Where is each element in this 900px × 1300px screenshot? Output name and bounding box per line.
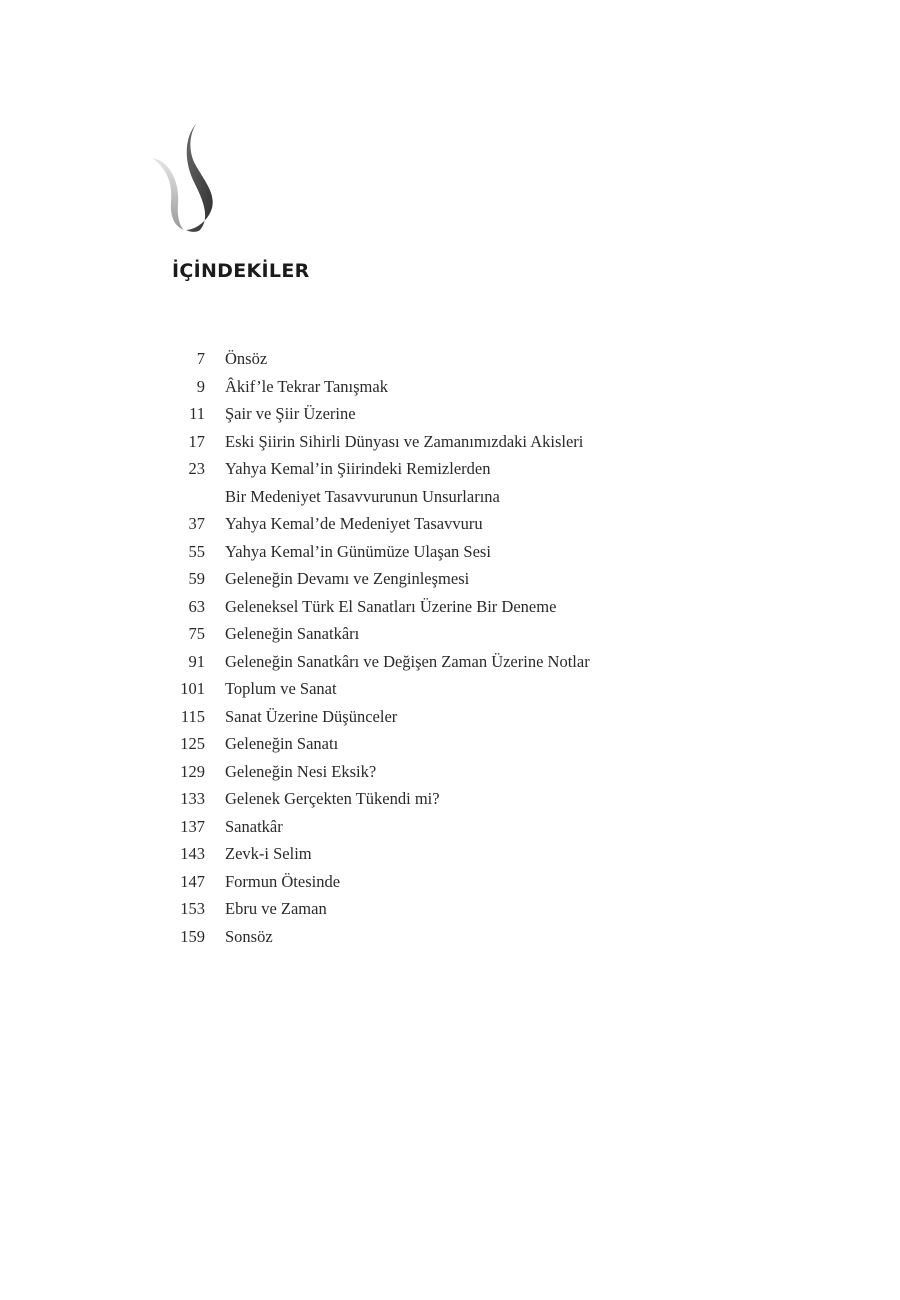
toc-entry[interactable]	[172, 538, 590, 566]
toc-title: Âkif’le Tekrar Tanışmak	[225, 376, 388, 396]
toc-entry[interactable]	[172, 813, 590, 841]
toc-entry[interactable]	[172, 593, 590, 621]
toc-page-number: 11	[189, 404, 205, 423]
toc-entry[interactable]	[172, 785, 590, 813]
swirl-logo-icon	[150, 122, 230, 234]
toc-title: Şair ve Şiir Üzerine	[225, 404, 356, 423]
toc-title: Sanatkâr	[225, 816, 283, 836]
toc-page-number: 55	[188, 541, 205, 561]
toc-page-number: 159	[180, 926, 205, 946]
toc-page-number: 23	[188, 459, 205, 478]
toc-title: Sanat Üzerine Düşünceler	[225, 706, 398, 726]
toc-entry[interactable]	[172, 510, 590, 538]
toc-page-number: 129	[180, 761, 205, 781]
toc-entry[interactable]	[172, 895, 590, 923]
toc-title: Geleneksel Türk El Sanatları Üzerine Bir Deneme	[225, 596, 557, 616]
toc-entry[interactable]	[172, 620, 590, 648]
toc-title: Toplum ve Sanat	[225, 679, 337, 698]
toc-entry[interactable]	[172, 428, 590, 456]
toc-entry[interactable]	[172, 758, 590, 786]
toc-page-number: 17	[188, 431, 205, 451]
toc-entry[interactable]	[172, 455, 590, 510]
toc-page-number: 9	[196, 376, 205, 396]
toc-page-number: 143	[180, 844, 205, 863]
toc-page-number: 115	[180, 706, 205, 726]
toc-page-number: 137	[180, 816, 205, 836]
toc-page-number: 153	[180, 899, 205, 918]
toc-title: Zevk-i Selim	[225, 844, 312, 863]
table-of-contents	[172, 345, 590, 950]
toc-entry[interactable]	[172, 703, 590, 731]
toc-page-number: 63	[188, 596, 205, 616]
toc-page-number: 59	[188, 569, 205, 588]
toc-page-number: 7	[196, 349, 205, 368]
toc-entry[interactable]	[172, 868, 590, 896]
toc-title: Formun Ötesinde	[225, 871, 341, 891]
toc-page-number: 147	[180, 871, 205, 891]
toc-title: Gelenek Gerçekten Tükendi mi?	[225, 789, 440, 808]
toc-page-number: 133	[180, 789, 205, 808]
toc-heading: İÇİNDEKİLER	[172, 260, 310, 282]
toc-entry[interactable]	[172, 730, 590, 758]
toc-title: Yahya Kemal’de Medeniyet Tasavvuru	[225, 514, 483, 533]
toc-page-number: 125	[180, 734, 205, 753]
toc-entry[interactable]	[172, 565, 590, 593]
toc-title: Eski Şiirin Sihirli Dünyası ve Zamanımızdaki Akisleri	[225, 431, 584, 451]
toc-entry[interactable]	[172, 923, 590, 951]
toc-title: Geleneğin Devamı ve Zenginleşmesi	[225, 569, 470, 588]
toc-title: Yahya Kemal’in Şiirindeki Remizlerden	[225, 459, 491, 478]
toc-page-number: 91	[188, 651, 205, 671]
toc-title: Sonsöz	[225, 926, 273, 946]
toc-entry[interactable]	[172, 373, 590, 401]
toc-entry[interactable]	[172, 400, 590, 428]
toc-entry[interactable]	[172, 675, 590, 703]
toc-page-number: 101	[180, 679, 205, 698]
toc-title: Geleneğin Sanatı	[225, 734, 339, 753]
toc-title: Geleneğin Sanatkârı	[225, 624, 360, 643]
toc-title: Yahya Kemal’in Günümüze Ulaşan Sesi	[225, 541, 491, 561]
toc-title: Geleneğin Nesi Eksik?	[225, 761, 377, 781]
toc-page-number: 37	[188, 514, 205, 533]
toc-entry[interactable]	[172, 648, 590, 676]
toc-title: Ebru ve Zaman	[225, 899, 327, 918]
toc-title: Önsöz	[225, 349, 268, 368]
toc-page-number: 75	[188, 624, 205, 643]
toc-title: Geleneğin Sanatkârı ve Değişen Zaman Üzerine Notlar	[225, 651, 590, 671]
toc-title-continuation: Bir Medeniyet Tasavvurunun Unsurlarına	[225, 486, 500, 506]
toc-entry[interactable]	[172, 345, 590, 373]
toc-entry[interactable]	[172, 840, 590, 868]
